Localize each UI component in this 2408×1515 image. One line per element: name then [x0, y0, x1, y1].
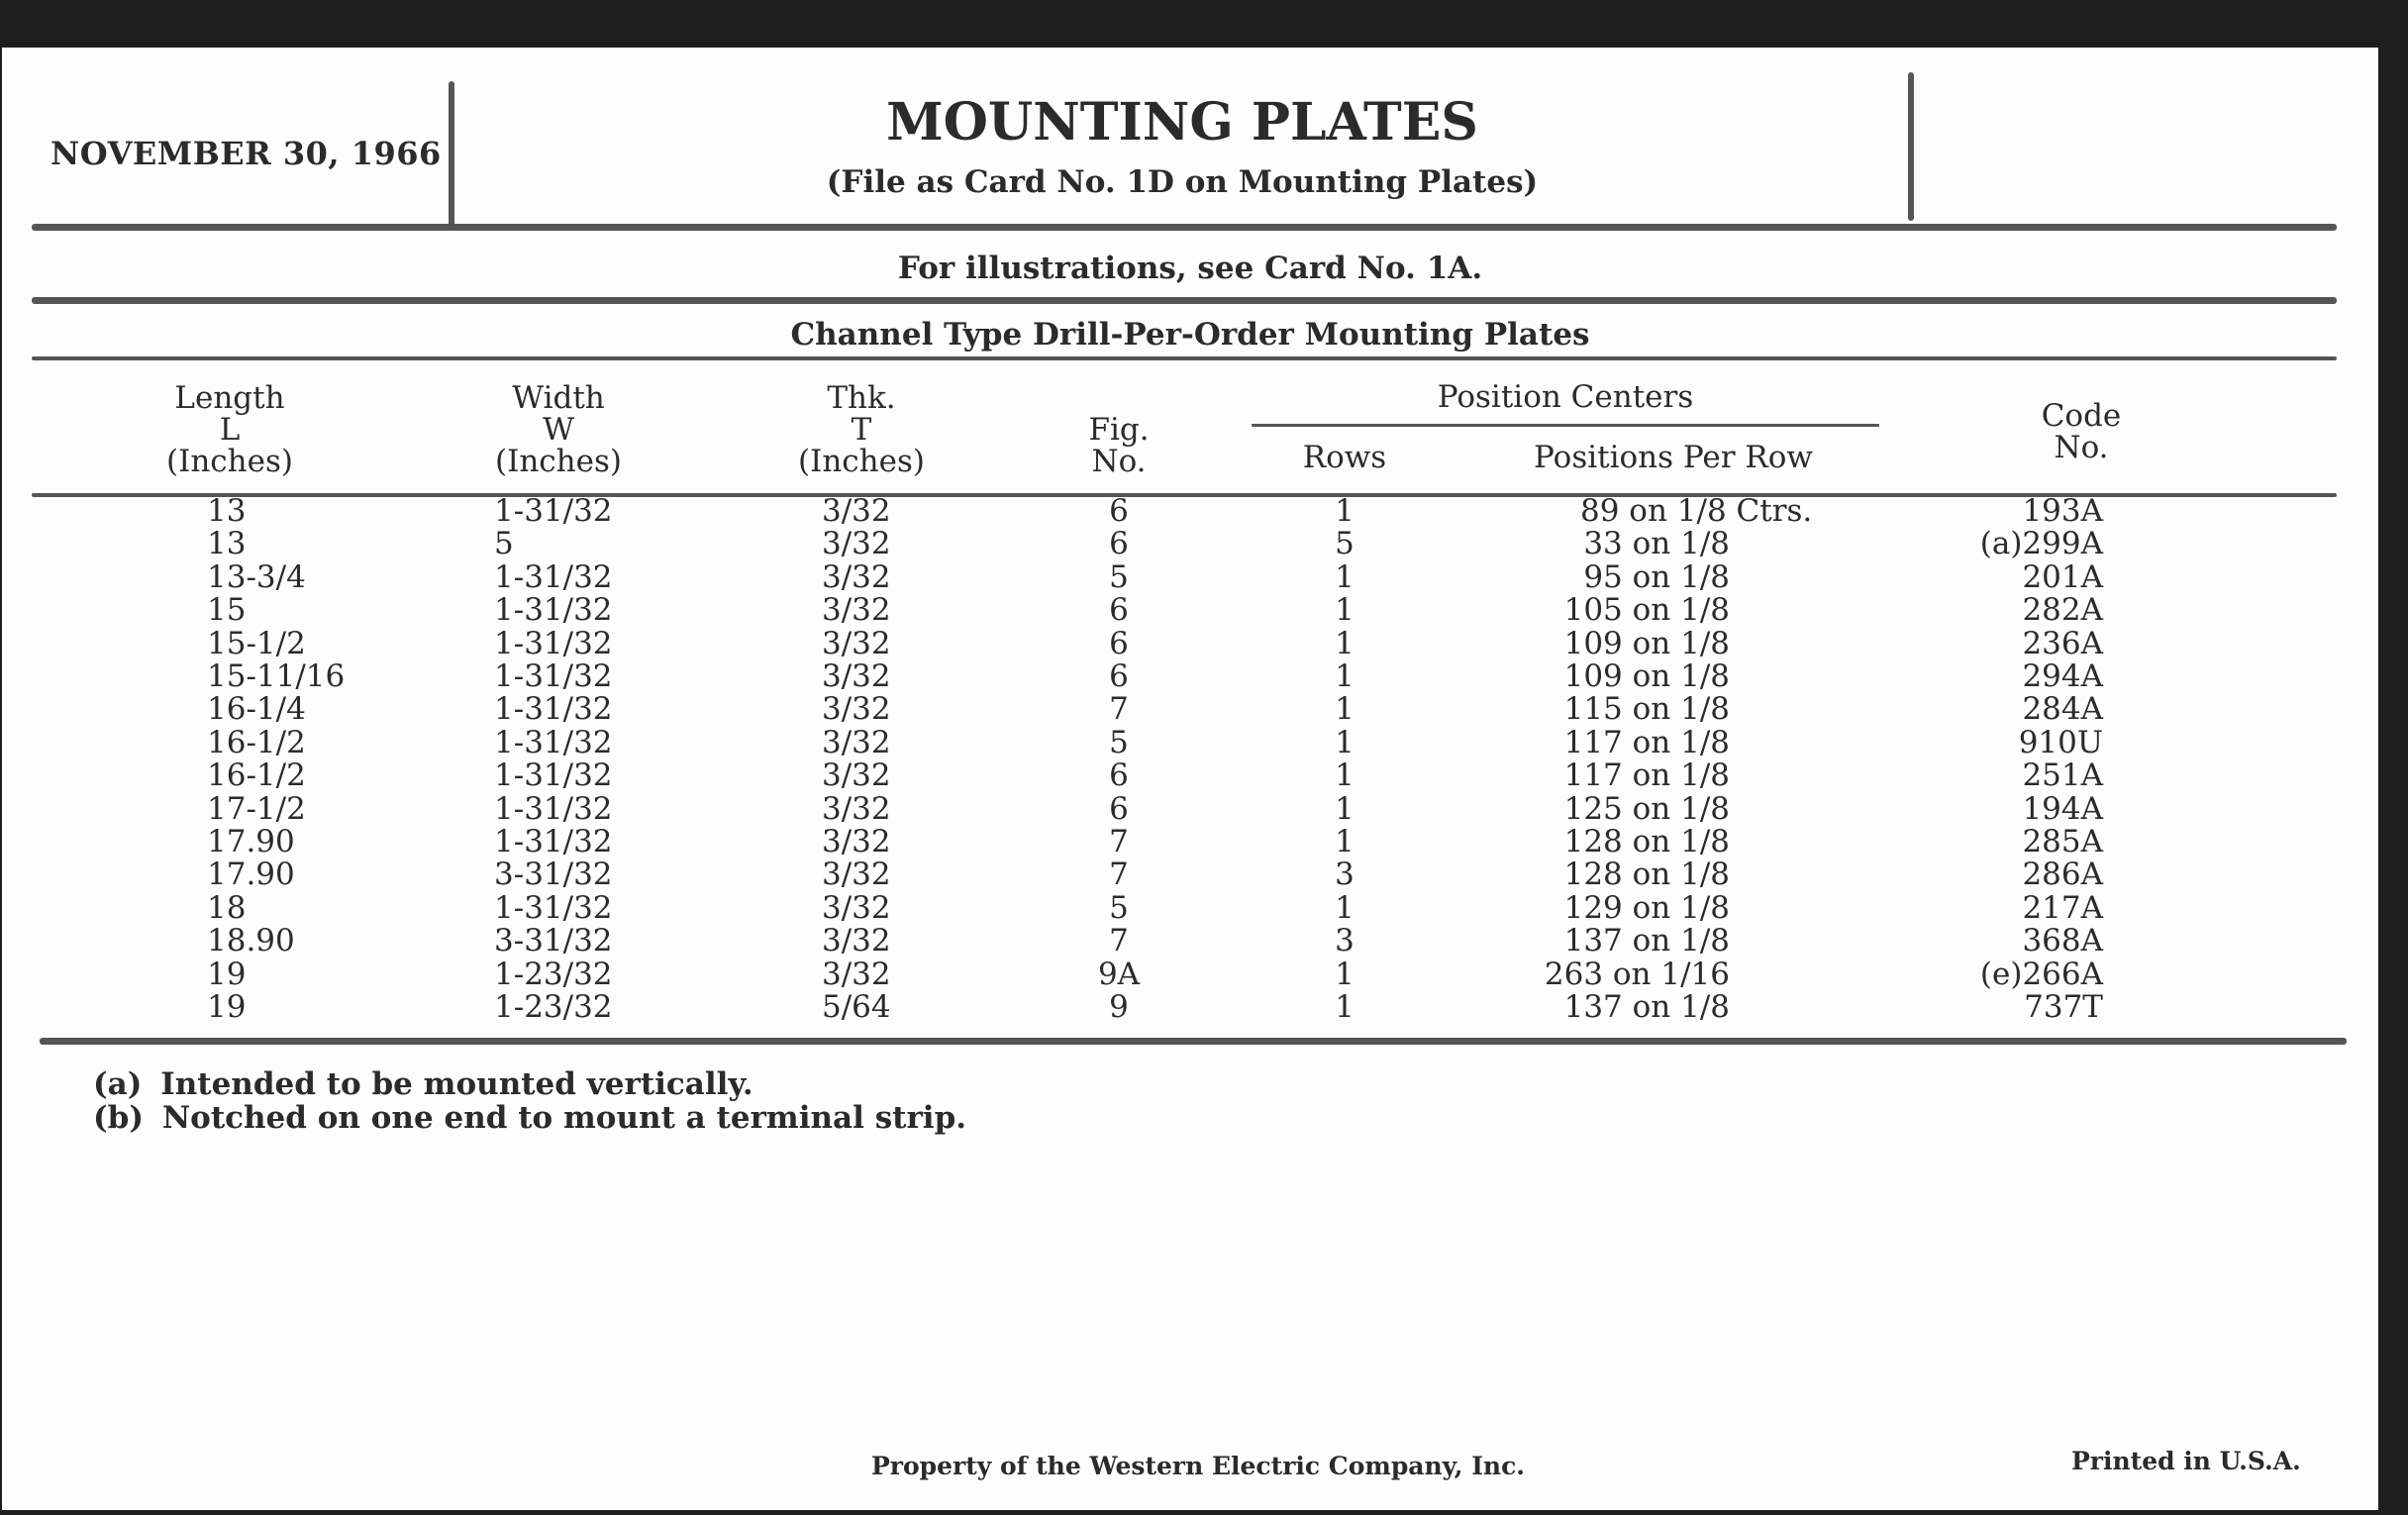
cell-rows: 5	[1335, 526, 1354, 562]
col-header-fig-line2: No.	[1091, 444, 1147, 479]
illustrations-note: For illustrations, see Card No. 1A.	[897, 251, 1483, 286]
cell-length: 19	[207, 956, 247, 992]
cell-fig: 5	[1109, 889, 1129, 926]
cell-thickness: 3/32	[822, 493, 891, 529]
cell-fig: 7	[1109, 857, 1129, 893]
cell-width: 1-31/32	[494, 625, 613, 661]
cell-length: 15-1/2	[207, 625, 306, 661]
cell-rows: 1	[1335, 790, 1354, 827]
col-header-width-line2: W	[543, 412, 574, 448]
cell-positions: 95 on 1/8	[1583, 558, 1730, 595]
col-header-thk-line2: T	[851, 412, 872, 448]
cell-rows: 1	[1335, 558, 1354, 595]
cell-positions: 117 on 1/8	[1563, 724, 1730, 760]
cell-length: 18	[207, 889, 247, 926]
col-header-fig	[1069, 414, 1168, 477]
cell-code: 217A	[2022, 889, 2103, 926]
footnote-b-text: Notched on one end to mount a terminal strip.	[161, 1100, 967, 1136]
cell-rows: 1	[1335, 658, 1354, 694]
cell-width: 1-31/32	[494, 889, 613, 926]
cell-thickness: 3/32	[822, 592, 891, 629]
cell-width: 1-23/32	[494, 989, 613, 1025]
cell-positions: 128 on 1/8	[1563, 857, 1730, 893]
col-header-length-line1: Length	[174, 380, 285, 416]
col-header-code-line1: Code	[2041, 398, 2122, 434]
cell-fig: 7	[1109, 824, 1129, 859]
cell-width: 1-31/32	[494, 724, 613, 760]
position-centers-rule	[1252, 424, 1879, 427]
cell-width: 1-31/32	[494, 790, 613, 827]
cell-thickness: 3/32	[822, 558, 891, 595]
col-header-code	[1982, 400, 2180, 463]
cell-thickness: 3/32	[822, 857, 891, 893]
cell-code: 294A	[2022, 658, 2103, 694]
cell-rows: 1	[1335, 592, 1354, 629]
cell-length: 16-1/2	[207, 724, 306, 760]
cell-length: 13	[207, 526, 247, 562]
cell-fig: 6	[1109, 493, 1129, 529]
cell-thickness: 3/32	[822, 758, 891, 794]
header-rule	[32, 224, 2337, 231]
cell-thickness: 3/32	[822, 526, 891, 562]
footnote-a-text: Intended to be mounted vertically.	[160, 1066, 753, 1102]
col-header-thk-line3: (Inches)	[798, 444, 925, 479]
cell-rows: 1	[1335, 758, 1354, 794]
cell-length: 17.90	[207, 857, 295, 893]
cell-thickness: 3/32	[822, 724, 891, 760]
cell-fig: 5	[1109, 558, 1129, 595]
cell-length: 18.90	[207, 923, 295, 960]
col-header-length-line2: L	[219, 412, 241, 448]
cell-positions: 109 on 1/8	[1563, 658, 1730, 694]
col-header-rows: Rows	[1302, 440, 1387, 475]
cell-code: 194A	[2022, 790, 2103, 827]
cell-positions: 105 on 1/8	[1563, 592, 1730, 629]
cell-thickness: 3/32	[822, 956, 891, 992]
page-title: MOUNTING PLATES	[886, 92, 1478, 152]
cell-rows: 3	[1335, 857, 1354, 893]
cell-positions: 109 on 1/8	[1563, 625, 1730, 661]
cell-rows: 1	[1335, 989, 1354, 1025]
cell-code: 236A	[2022, 625, 2103, 661]
cell-code: 737T	[2024, 989, 2103, 1025]
cell-length: 17.90	[207, 824, 295, 859]
cell-rows: 1	[1335, 691, 1354, 728]
cell-positions: 115 on 1/8	[1563, 691, 1730, 728]
footnote-a-mark: (a)	[93, 1066, 143, 1102]
cell-positions: 125 on 1/8	[1563, 790, 1730, 827]
table-bottom-rule	[40, 1038, 2347, 1045]
cell-width: 1-31/32	[494, 658, 613, 694]
cell-thickness: 3/32	[822, 889, 891, 926]
cell-width: 1-31/32	[494, 758, 613, 794]
footnote-b	[93, 1101, 966, 1135]
col-header-positions-per-row: Positions Per Row	[1534, 440, 1813, 475]
cell-length: 13	[207, 493, 247, 529]
cell-code: (e)266A	[1979, 956, 2103, 992]
cell-rows: 1	[1335, 956, 1354, 992]
col-header-position-centers: Position Centers	[1437, 379, 1694, 415]
cell-fig: 9	[1109, 989, 1129, 1025]
footnote-a	[93, 1067, 753, 1101]
cell-fig: 6	[1109, 658, 1129, 694]
cell-width: 1-31/32	[494, 592, 613, 629]
col-header-code-line2: No.	[2054, 430, 2109, 465]
cell-width: 1-31/32	[494, 558, 613, 595]
cell-positions: 137 on 1/8	[1563, 923, 1730, 960]
col-header-length-line3: (Inches)	[166, 444, 293, 479]
cell-length: 19	[207, 989, 247, 1025]
cell-fig: 6	[1109, 592, 1129, 629]
footnote-b-mark: (b)	[93, 1100, 145, 1136]
cell-rows: 1	[1335, 824, 1354, 859]
cell-fig: 9A	[1097, 956, 1141, 992]
cell-width: 5	[494, 526, 514, 562]
cell-code: 282A	[2022, 592, 2103, 629]
cell-fig: 6	[1109, 758, 1129, 794]
printed-notice: Printed in U.S.A.	[2071, 1447, 2301, 1475]
cell-fig: 5	[1109, 724, 1129, 760]
cell-width: 1-31/32	[494, 493, 613, 529]
col-header-thickness	[762, 382, 960, 477]
property-notice: Property of the Western Electric Company, Inc.	[871, 1452, 1526, 1480]
cell-width: 1-31/32	[494, 691, 613, 728]
cell-code: 193A	[2022, 493, 2103, 529]
header-divider-right	[1908, 72, 1914, 221]
cell-code: 251A	[2022, 758, 2103, 794]
section-title: Channel Type Drill-Per-Order Mounting Plates	[790, 317, 1590, 353]
cell-width: 3-31/32	[494, 923, 613, 960]
cell-thickness: 5/64	[822, 989, 891, 1025]
cell-positions: 263 on 1/16	[1544, 956, 1730, 992]
cell-length: 15	[207, 592, 247, 629]
cell-positions: 128 on 1/8	[1563, 824, 1730, 859]
cell-code: 286A	[2022, 857, 2103, 893]
cell-width: 1-31/32	[494, 824, 613, 859]
index-card	[2, 48, 2378, 1510]
cell-rows: 1	[1335, 493, 1354, 529]
cell-positions: 33 on 1/8	[1583, 526, 1730, 562]
cell-code: 201A	[2022, 558, 2103, 595]
cell-length: 16-1/4	[207, 691, 306, 728]
cell-positions: 89 on 1/8 Ctrs.	[1580, 493, 1813, 529]
page-subtitle: (File as Card No. 1D on Mounting Plates)	[826, 164, 1539, 200]
cell-thickness: 3/32	[822, 923, 891, 960]
cell-thickness: 3/32	[822, 824, 891, 859]
cell-length: 16-1/2	[207, 758, 306, 794]
cell-fig: 7	[1109, 691, 1129, 728]
cell-positions: 137 on 1/8	[1563, 989, 1730, 1025]
cell-length: 15-11/16	[207, 658, 346, 694]
cell-code: 368A	[2022, 923, 2103, 960]
cell-positions: 117 on 1/8	[1563, 758, 1730, 794]
col-header-fig-line1: Fig.	[1088, 412, 1150, 448]
col-header-length	[131, 382, 329, 477]
col-header-width-line1: Width	[512, 380, 605, 416]
cell-fig: 7	[1109, 923, 1129, 960]
cell-length: 13-3/4	[207, 558, 306, 595]
cell-rows: 1	[1335, 625, 1354, 661]
cell-fig: 6	[1109, 526, 1129, 562]
col-header-thk-line1: Thk.	[827, 380, 896, 416]
cell-rows: 1	[1335, 724, 1354, 760]
col-header-width-line3: (Inches)	[495, 444, 622, 479]
cell-length: 17-1/2	[207, 790, 306, 827]
cell-width: 3-31/32	[494, 857, 613, 893]
cell-fig: 6	[1109, 790, 1129, 827]
cell-code: 284A	[2022, 691, 2103, 728]
cell-thickness: 3/32	[822, 790, 891, 827]
section-rule-top	[32, 297, 2337, 304]
cell-thickness: 3/32	[822, 625, 891, 661]
cell-fig: 6	[1109, 625, 1129, 661]
cell-code: (a)299A	[1979, 526, 2103, 562]
section-rule-bottom	[32, 356, 2337, 360]
cell-code: 285A	[2022, 824, 2103, 859]
cell-rows: 1	[1335, 889, 1354, 926]
date: NOVEMBER 30, 1966	[50, 135, 442, 172]
cell-width: 1-23/32	[494, 956, 613, 992]
cell-thickness: 3/32	[822, 658, 891, 694]
cell-code: 910U	[2018, 724, 2103, 760]
cell-rows: 3	[1335, 923, 1354, 960]
cell-positions: 129 on 1/8	[1563, 889, 1730, 926]
cell-thickness: 3/32	[822, 691, 891, 728]
col-header-width	[459, 382, 657, 477]
